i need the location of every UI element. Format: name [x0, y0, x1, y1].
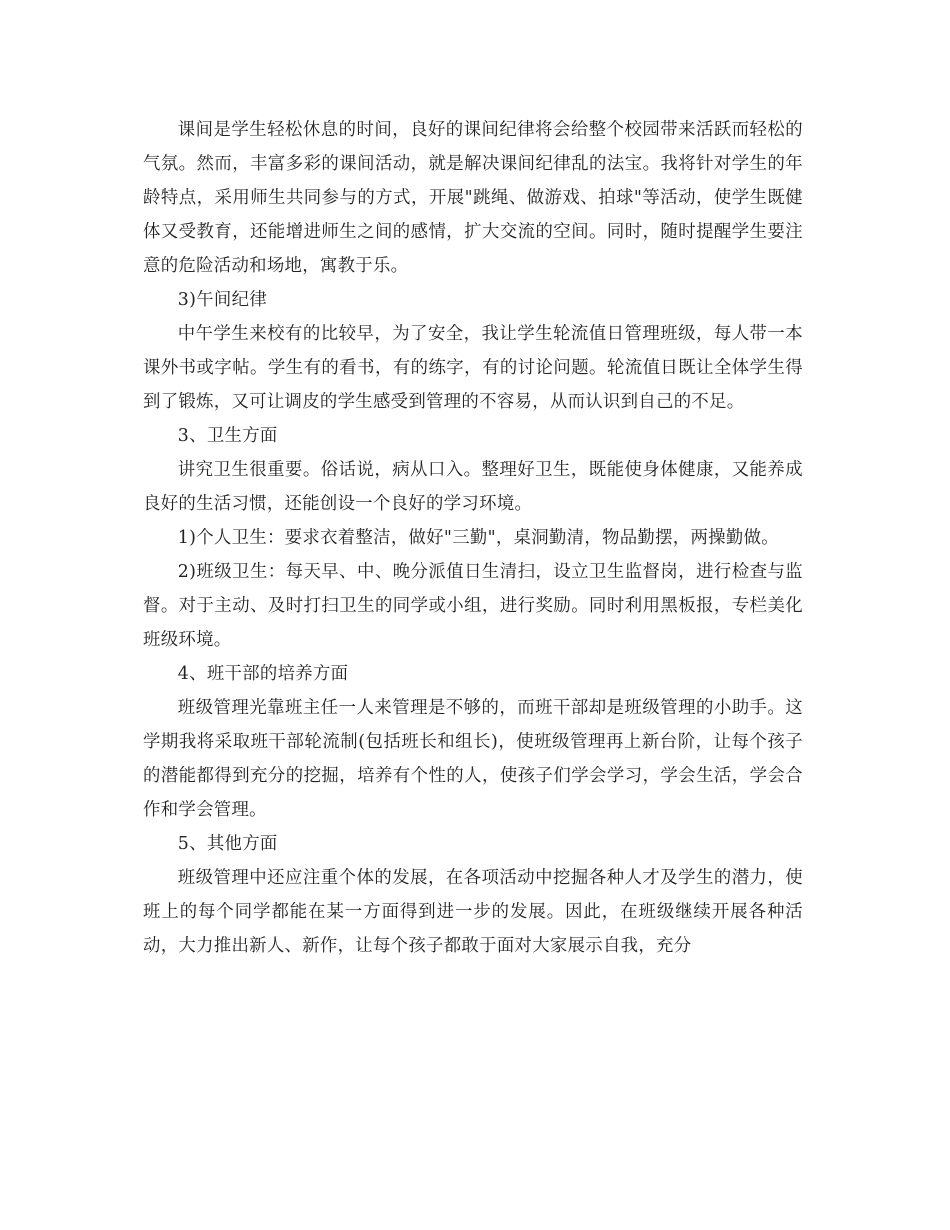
- paragraph-personal-hygiene: 1)个人卫生：要求衣着整洁，做好"三勤"，桌洞勤清，物品勤摆，两操勤做。: [177, 528, 779, 548]
- heading-class-cadres: 4、班干部的培养方面: [177, 664, 349, 684]
- paragraph-noon-discipline: 中午学生来校有的比较早，为了安全，我让学生轮流值日管理班级，每人带一本课外书或字帖。学生有的看书，有的练字，有的讨论问题。轮流值日既让全体学生得到了锻炼，又可让调皮的学生感受到管理的不容易，从而认识到自己的不足。: [143, 324, 803, 412]
- paragraph-class-cadres: 班级管理光靠班主任一人来管理是不够的，而班干部却是班级管理的小助手。这学期我将采取班干部轮流制(包括班长和组长)，使班级管理再上新台阶，让每个孩子的潜能都得到充分的挖掘，培养有个性的人，使孩子们学会学习，学会生活，学会合作和学会管理。: [143, 698, 803, 820]
- paragraph-other-aspects: 班级管理中还应注重个体的发展，在各项活动中挖掘各种人才及学生的潜力，使班上的每个同学都能在某一方面得到进一步的发展。因此，在班级继续开展各种活动，大力推出新人、新作，让每个孩子都敢于面对大家展示自我，充分: [143, 868, 803, 956]
- heading-hygiene: 3、卫生方面: [177, 426, 278, 446]
- document-body: [143, 113, 803, 963]
- paragraph-class-hygiene: 2)班级卫生：每天早、中、晚分派值日生清扫，设立卫生监督岗，进行检查与监督。对于主动、及时打扫卫生的同学或小组，进行奖励。同时利用黑板报，专栏美化班级环境。: [143, 562, 803, 650]
- heading-other-aspects: 5、其他方面: [177, 834, 278, 854]
- paragraph-hygiene-intro: 讲究卫生很重要。俗话说，病从口入。整理好卫生，既能使身体健康，又能养成良好的生活习惯，还能创设一个良好的学习环境。: [143, 460, 803, 514]
- paragraph-recess-discipline: 课间是学生轻松休息的时间，良好的课间纪律将会给整个校园带来活跃而轻松的气氛。然而，丰富多彩的课间活动，就是解决课间纪律乱的法宝。我将针对学生的年龄特点，采用师生共同参与的方式，开展"跳绳、做游戏、拍球"等活动，使学生既健体又受教育，还能增进师生之间的感情，扩大交流的空间。同时，随时提醒学生要注意的危险活动和场地，寓教于乐。: [143, 120, 803, 276]
- heading-noon-discipline: 3)午间纪律: [177, 290, 268, 310]
